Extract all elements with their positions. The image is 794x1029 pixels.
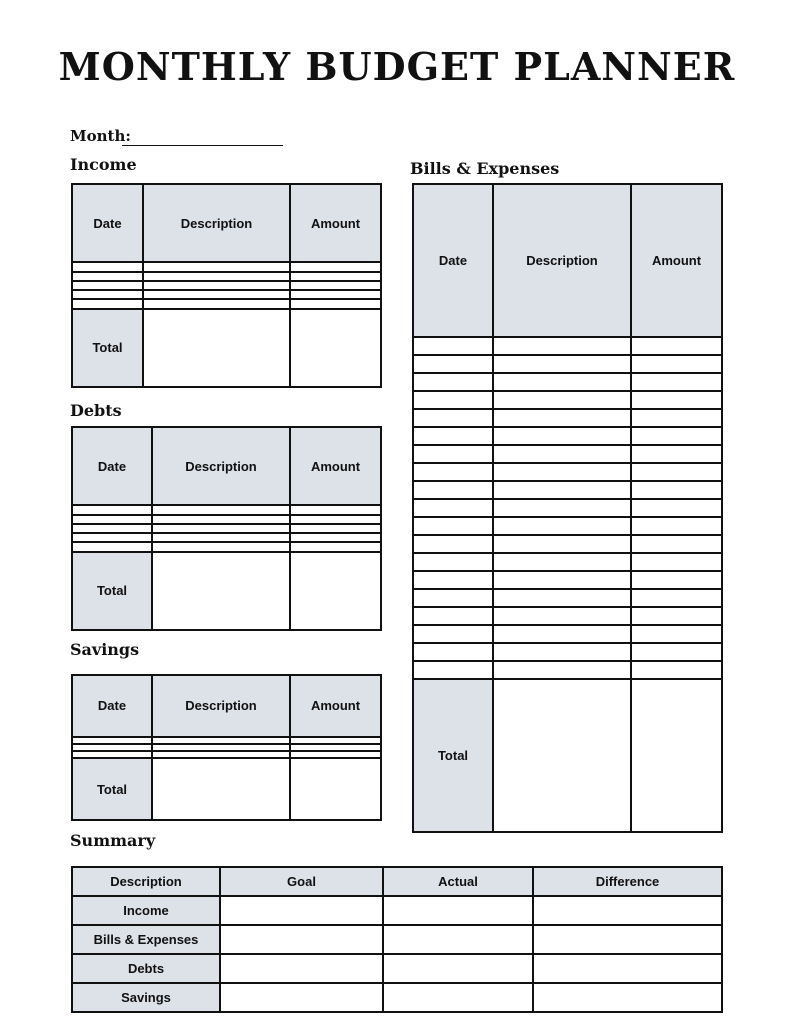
amount-cell[interactable]	[631, 481, 722, 499]
amount-cell[interactable]	[631, 445, 722, 463]
bills-row	[413, 373, 722, 391]
date-cell[interactable]	[413, 427, 493, 445]
savings-table	[71, 674, 382, 821]
description-cell[interactable]	[493, 535, 631, 553]
debts-heading: Debts	[70, 401, 122, 420]
bills-total-row	[413, 679, 722, 832]
date-cell[interactable]	[413, 535, 493, 553]
savings-total-row	[72, 758, 381, 820]
description-cell[interactable]	[152, 533, 290, 542]
total-description-cell[interactable]	[152, 758, 290, 820]
summary-heading: Summary	[70, 831, 156, 850]
difference-cell[interactable]	[533, 983, 722, 1012]
bills-row	[413, 409, 722, 427]
income-heading: Income	[70, 155, 137, 174]
date-cell[interactable]	[413, 661, 493, 679]
amount-cell[interactable]	[290, 281, 381, 290]
summary-row	[72, 983, 722, 1012]
date-cell[interactable]	[413, 625, 493, 643]
amount-cell[interactable]	[631, 427, 722, 445]
description-cell[interactable]	[143, 299, 290, 308]
summary-row	[72, 925, 722, 954]
goal-cell[interactable]	[220, 896, 383, 925]
description-header: Description	[152, 675, 290, 737]
actual-cell[interactable]	[383, 954, 533, 983]
description-cell[interactable]	[493, 481, 631, 499]
description-cell[interactable]	[493, 661, 631, 679]
amount-header: Amount	[290, 184, 381, 262]
month-label: Month:	[70, 127, 131, 145]
date-cell[interactable]	[72, 744, 152, 751]
total-label: Total	[72, 758, 152, 820]
amount-cell[interactable]	[290, 272, 381, 281]
total-label: Total	[72, 552, 152, 630]
description-cell[interactable]	[493, 337, 631, 355]
actual-cell[interactable]	[383, 896, 533, 925]
description-header: Description	[152, 427, 290, 505]
date-cell[interactable]	[413, 409, 493, 427]
amount-cell[interactable]	[631, 409, 722, 427]
savings-heading: Savings	[70, 640, 140, 659]
total-amount-cell[interactable]	[290, 758, 381, 820]
description-cell[interactable]	[493, 499, 631, 517]
date-cell[interactable]	[413, 463, 493, 481]
bills-row	[413, 535, 722, 553]
total-amount-cell[interactable]	[631, 679, 722, 832]
debts-row	[72, 524, 381, 533]
bills-row	[413, 625, 722, 643]
summary-row-label: Income	[72, 896, 220, 925]
amount-cell[interactable]	[631, 571, 722, 589]
amount-cell[interactable]	[290, 744, 381, 751]
amount-cell[interactable]	[290, 299, 381, 308]
total-description-cell[interactable]	[143, 309, 290, 387]
summary-row-label: Savings	[72, 983, 220, 1012]
total-amount-cell[interactable]	[290, 309, 381, 387]
description-cell[interactable]	[152, 737, 290, 744]
description-cell[interactable]	[143, 281, 290, 290]
summary-row	[72, 896, 722, 925]
description-cell[interactable]	[493, 427, 631, 445]
description-cell[interactable]	[493, 571, 631, 589]
bills-row	[413, 391, 722, 409]
date-cell[interactable]	[72, 524, 152, 533]
bills-row	[413, 661, 722, 679]
income-row	[72, 262, 381, 271]
amount-cell[interactable]	[290, 524, 381, 533]
goal-cell[interactable]	[220, 925, 383, 954]
amount-cell[interactable]	[631, 355, 722, 373]
total-label: Total	[72, 309, 143, 387]
description-cell[interactable]	[152, 524, 290, 533]
difference-header: Difference	[533, 867, 722, 896]
amount-cell[interactable]	[631, 643, 722, 661]
amount-cell[interactable]	[631, 607, 722, 625]
bills-row	[413, 499, 722, 517]
description-cell[interactable]	[493, 553, 631, 571]
bills-heading: Bills & Expenses	[410, 159, 560, 178]
savings-row	[72, 737, 381, 744]
debts-row	[72, 515, 381, 524]
amount-cell[interactable]	[631, 535, 722, 553]
date-cell[interactable]	[413, 589, 493, 607]
savings-row	[72, 744, 381, 751]
total-amount-cell[interactable]	[290, 552, 381, 630]
date-header: Date	[413, 184, 493, 337]
date-cell[interactable]	[413, 643, 493, 661]
description-cell[interactable]	[493, 373, 631, 391]
amount-cell[interactable]	[290, 737, 381, 744]
bills-row	[413, 517, 722, 535]
income-header-row	[72, 184, 381, 262]
bills-header-row	[413, 184, 722, 337]
debts-row	[72, 533, 381, 542]
description-cell[interactable]	[143, 290, 290, 299]
description-header: Description	[493, 184, 631, 337]
date-cell[interactable]	[413, 391, 493, 409]
description-cell[interactable]	[152, 542, 290, 551]
income-table	[71, 183, 382, 388]
bills-table	[412, 183, 723, 833]
page-title: MONTHLY BUDGET PLANNER	[58, 44, 736, 89]
bills-row	[413, 607, 722, 625]
description-cell[interactable]	[493, 607, 631, 625]
description-cell[interactable]	[152, 744, 290, 751]
summary-row	[72, 954, 722, 983]
bills-row	[413, 553, 722, 571]
amount-header: Amount	[290, 675, 381, 737]
description-cell[interactable]	[493, 391, 631, 409]
date-cell[interactable]	[72, 262, 143, 271]
income-row	[72, 281, 381, 290]
amount-cell[interactable]	[631, 499, 722, 517]
amount-cell[interactable]	[631, 373, 722, 391]
date-cell[interactable]	[72, 515, 152, 524]
income-row	[72, 272, 381, 281]
description-cell[interactable]	[493, 517, 631, 535]
savings-row	[72, 751, 381, 758]
date-cell[interactable]	[72, 299, 143, 308]
total-label: Total	[413, 679, 493, 832]
description-cell[interactable]	[143, 272, 290, 281]
amount-cell[interactable]	[290, 533, 381, 542]
date-cell[interactable]	[413, 337, 493, 355]
income-row	[72, 299, 381, 308]
bills-row	[413, 445, 722, 463]
date-cell[interactable]	[413, 499, 493, 517]
amount-header: Amount	[290, 427, 381, 505]
amount-cell[interactable]	[290, 751, 381, 758]
goal-cell[interactable]	[220, 954, 383, 983]
amount-cell[interactable]	[631, 553, 722, 571]
debts-table	[71, 426, 382, 631]
bills-row	[413, 337, 722, 355]
income-row	[72, 290, 381, 299]
actual-cell[interactable]	[383, 983, 533, 1012]
date-cell[interactable]	[72, 542, 152, 551]
summary-header-row	[72, 867, 722, 896]
amount-cell[interactable]	[290, 290, 381, 299]
date-cell[interactable]	[72, 281, 143, 290]
description-cell[interactable]	[152, 515, 290, 524]
amount-cell[interactable]	[631, 517, 722, 535]
debts-row	[72, 505, 381, 514]
bills-row	[413, 481, 722, 499]
date-cell[interactable]	[72, 505, 152, 514]
summary-row-label: Bills & Expenses	[72, 925, 220, 954]
actual-cell[interactable]	[383, 925, 533, 954]
amount-header: Amount	[631, 184, 722, 337]
month-field[interactable]	[122, 145, 283, 146]
date-cell[interactable]	[72, 533, 152, 542]
amount-cell[interactable]	[290, 505, 381, 514]
description-cell[interactable]	[152, 751, 290, 758]
amount-cell[interactable]	[290, 542, 381, 551]
amount-cell[interactable]	[631, 661, 722, 679]
difference-cell[interactable]	[533, 954, 722, 983]
amount-cell[interactable]	[290, 515, 381, 524]
bills-row	[413, 463, 722, 481]
difference-cell[interactable]	[533, 896, 722, 925]
date-header: Date	[72, 427, 152, 505]
amount-cell[interactable]	[631, 625, 722, 643]
actual-header: Actual	[383, 867, 533, 896]
goal-header: Goal	[220, 867, 383, 896]
date-cell[interactable]	[413, 571, 493, 589]
bills-row	[413, 571, 722, 589]
total-description-cell[interactable]	[152, 552, 290, 630]
date-header: Date	[72, 184, 143, 262]
amount-cell[interactable]	[631, 589, 722, 607]
difference-cell[interactable]	[533, 925, 722, 954]
date-cell[interactable]	[413, 355, 493, 373]
date-cell[interactable]	[413, 445, 493, 463]
description-cell[interactable]	[152, 505, 290, 514]
amount-cell[interactable]	[631, 463, 722, 481]
description-cell[interactable]	[493, 643, 631, 661]
date-cell[interactable]	[413, 373, 493, 391]
description-cell[interactable]	[493, 355, 631, 373]
description-cell[interactable]	[493, 445, 631, 463]
amount-cell[interactable]	[631, 391, 722, 409]
bills-row	[413, 355, 722, 373]
income-total-row	[72, 309, 381, 387]
date-cell[interactable]	[413, 607, 493, 625]
date-header: Date	[72, 675, 152, 737]
bills-row	[413, 427, 722, 445]
description-header: Description	[143, 184, 290, 262]
goal-cell[interactable]	[220, 983, 383, 1012]
debts-total-row	[72, 552, 381, 630]
date-cell[interactable]	[72, 290, 143, 299]
amount-cell[interactable]	[290, 262, 381, 271]
summary-table	[71, 866, 723, 1013]
date-cell[interactable]	[72, 751, 152, 758]
date-cell[interactable]	[72, 737, 152, 744]
description-cell[interactable]	[493, 409, 631, 427]
date-cell[interactable]	[413, 481, 493, 499]
description-header: Description	[72, 867, 220, 896]
summary-row-label: Debts	[72, 954, 220, 983]
date-cell[interactable]	[72, 272, 143, 281]
amount-cell[interactable]	[631, 337, 722, 355]
debts-header-row	[72, 427, 381, 505]
description-cell[interactable]	[493, 625, 631, 643]
date-cell[interactable]	[413, 517, 493, 535]
bills-row	[413, 643, 722, 661]
debts-row	[72, 542, 381, 551]
savings-header-row	[72, 675, 381, 737]
description-cell[interactable]	[143, 262, 290, 271]
date-cell[interactable]	[413, 553, 493, 571]
description-cell[interactable]	[493, 589, 631, 607]
bills-row	[413, 589, 722, 607]
total-description-cell[interactable]	[493, 679, 631, 832]
description-cell[interactable]	[493, 463, 631, 481]
